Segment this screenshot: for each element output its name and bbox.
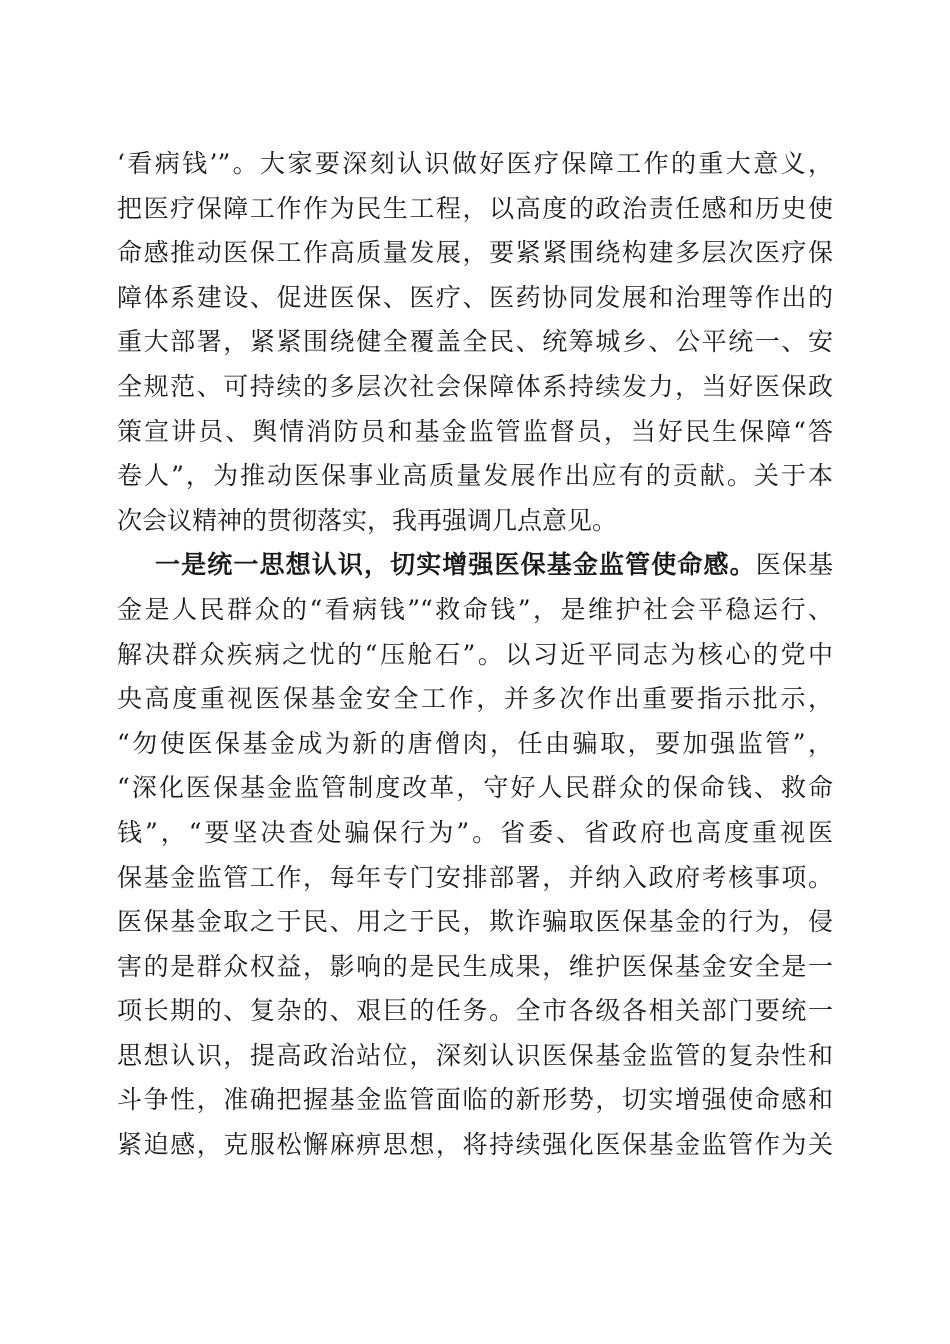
heading-line-rest: 医保基	[755, 550, 833, 580]
text-line: 央高度重视医保基金安全工作，并多次作出重要指示批示，	[117, 684, 833, 714]
text-line: 解决群众疾病之忧的“压舱石”。以习近平同志为核心的党中	[117, 639, 833, 669]
text-line: 全规范、可持续的多层次社会保障体系持续发力，当好医保政	[117, 371, 833, 401]
text-line: 把医疗保障工作作为民生工程，以高度的政治责任感和历史使	[117, 193, 833, 223]
text-line: ‘看病钱’”。大家要深刻认识做好医疗保障工作的重大意义，	[117, 149, 833, 178]
text-line: 紧迫感，克服松懈麻痹思想，将持续强化医保基金监管作为关	[117, 1130, 833, 1160]
text-line	[117, 543, 833, 588]
document-body	[117, 142, 833, 1168]
text-line: “勿使医保基金成为新的唐僧肉，任由骗取，要加强监管”，	[117, 728, 833, 758]
text-line: “深化医保基金监管制度改革，守好人民群众的保命钱、救命	[117, 773, 833, 803]
section-heading: 一是统一思想认识，切实增强医保基金监管使命感。	[155, 550, 756, 580]
text-line: 项长期的、复杂的、艰巨的任务。全市各级各相关部门要统一	[117, 996, 833, 1026]
text-line: 保基金监管工作，每年专门安排部署，并纳入政府考核事项。	[117, 862, 833, 892]
text-line: 卷人”，为推动医保事业高质量发展作出应有的贡献。关于本	[117, 461, 833, 491]
text-line: 害的是群众权益，影响的是民生成果，维护医保基金安全是一	[117, 951, 833, 981]
text-line: 策宣讲员、舆情消防员和基金监管监督员，当好民生保障“答	[117, 416, 833, 446]
paragraph-1	[117, 142, 833, 543]
text-line: 钱”，“要坚决查处骗保行为”。省委、省政府也高度重视医	[117, 817, 833, 847]
text-line: 思想认识，提高政治站位，深刻认识医保基金监管的复杂性和	[117, 1040, 833, 1070]
paragraph-2	[117, 543, 833, 1167]
text-line: 金是人民群众的“看病钱”“救命钱”，是维护社会平稳运行、	[117, 594, 833, 624]
text-line: 医保基金取之于民、用之于民，欺诈骗取医保基金的行为，侵	[117, 907, 833, 937]
text-line: 次会议精神的贯彻落实，我再强调几点意见。	[117, 505, 618, 535]
text-line: 斗争性，准确把握基金监管面临的新形势，切实增强使命感和	[117, 1085, 833, 1115]
text-line: 障体系建设、促进医保、医疗、医药协同发展和治理等作出的	[117, 282, 833, 312]
text-line: 命感推动医保工作高质量发展，要紧紧围绕构建多层次医疗保	[117, 238, 833, 268]
text-line: 重大部署，紧紧围绕健全覆盖全民、统筹城乡、公平统一、安	[117, 327, 833, 357]
